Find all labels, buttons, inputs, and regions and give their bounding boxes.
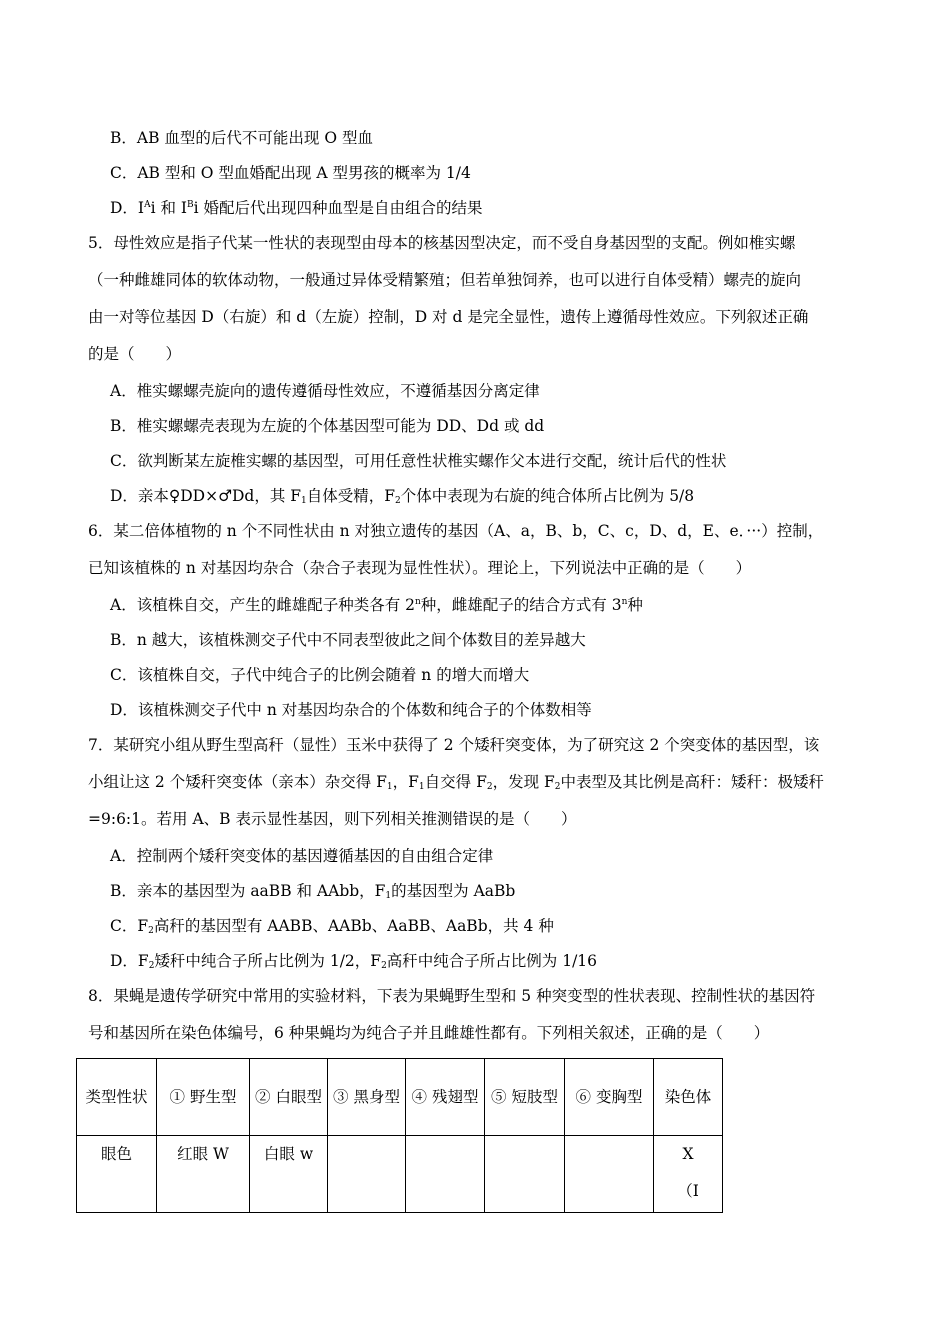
fruit-fly-table xyxy=(76,1058,723,1213)
q5-stem-line-2: （一种雌雄同体的软体动物，一般通过异体受精繁殖；但若单独饲养，也可以进行自体受精）螺壳的旋向 xyxy=(88,271,802,289)
header-white-eye: ② 白眼型 xyxy=(250,1059,328,1136)
q7-stem-line-1: 7．某研究小组从野生型高秆（显性）玉米中获得了 2 个矮秆突变体，为了研究这 2 个突变体的基因型，该 xyxy=(88,736,820,754)
q6-option-b: B．n 越大，该植株测交子代中不同表型彼此之间个体数目的差异越大 xyxy=(110,631,586,649)
table-header-row xyxy=(77,1059,723,1136)
q5-stem-line-4: 的是（ ） xyxy=(88,345,182,363)
chrom-line-1: X xyxy=(682,1145,694,1163)
cell-wild: 红眼 W xyxy=(157,1136,250,1213)
q4-option-c: C．AB 型和 O 型血婚配出现 A 型男孩的概率为 1/4 xyxy=(110,164,471,182)
q7-option-b: B．亲本的基因型为 aaBB 和 AAbb，$F_1$的基因型为 AaBb xyxy=(110,882,516,901)
cell-trait: 眼色 xyxy=(77,1136,157,1213)
table-row xyxy=(77,1136,723,1213)
header-wild-type: ① 野生型 xyxy=(157,1059,250,1136)
cell-white: 白眼 w xyxy=(250,1136,328,1213)
q4-option-b: B．AB 血型的后代不可能出现 O 型血 xyxy=(110,129,373,147)
cell-black xyxy=(328,1136,406,1213)
q5-option-c: C．欲判断某左旋椎实螺的基因型，可用任意性状椎实螺作父本进行交配，统计后代的性状 xyxy=(110,452,727,470)
cell-short xyxy=(485,1136,565,1213)
q7-option-d: D．$F_2$矮秆中纯合子所占比例为 1/2，$F_2$高秆中纯合子所占比例为 1/16 xyxy=(110,952,598,971)
q7-option-c: C．$F_2$高秆的基因型有 AABB、AABb、AaBB、AaBb，共 4 种 xyxy=(110,917,554,936)
q6-option-c: C．该植株自交，子代中纯合子的比例会随着 n 的增大而增大 xyxy=(110,666,530,684)
q7-option-a: A．控制两个矮秆突变体的基因遵循基因的自由组合定律 xyxy=(110,847,494,865)
q5-option-b: B．椎实螺螺壳表现为左旋的个体基因型可能为 DD、Dd 或 dd xyxy=(110,417,545,435)
q5-stem-line-3: 由一对等位基因 D（右旋）和 d（左旋）控制，D 对 d 是完全显性，遗传上遵循母性效应。下列叙述正确 xyxy=(88,308,809,326)
q8-stem-line-2: 号和基因所在染色体编号，6 种果蝇均为纯合子并且雌雄性都有。下列相关叙述，正确的是（ ） xyxy=(88,1024,770,1042)
q6-option-d: D．该植株测交子代中 n 对基因均杂合的个体数和纯合子的个体数相等 xyxy=(110,701,592,719)
q4-option-d: D．$I^Ai$ 和 $I^Bi$ 婚配后代出现四种血型是自由组合的结果 xyxy=(110,199,483,217)
q7-stem-line-2: 小组让这 2 个矮秆突变体（亲本）杂交得 $F_1$，$F_1$自交得 $F_2$，发现 $F_2$中表型及其比例是高秆：矮秆：极矮秆 xyxy=(88,773,824,792)
q6-option-a: A．该植株自交，产生的雌雄配子种类各有 2$^n$种，雌雄配子的结合方式有 3$^n$种 xyxy=(110,596,643,614)
q7-stem-line-3: =9:6:1。若用 A、B 表示显性基因，则下列相关推测错误的是（ ） xyxy=(88,810,577,828)
q5-option-a: A．椎实螺螺壳旋向的遗传遵循母性效应，不遵循基因分离定律 xyxy=(110,382,540,400)
q6-stem-line-2: 已知该植株的 n 对基因均杂合（杂合子表现为显性性状）。理论上，下列说法中正确的是（ ） xyxy=(88,559,752,577)
header-chromosome: 染色体 xyxy=(654,1059,723,1136)
cell-chromosome xyxy=(654,1136,723,1213)
header-vestigial-wing: ④ 残翅型 xyxy=(406,1059,485,1136)
header-bent-thorax: ⑥ 变胸型 xyxy=(565,1059,654,1136)
cell-vestigial xyxy=(406,1136,485,1213)
header-black-body: ③ 黑身型 xyxy=(328,1059,406,1136)
q5-option-d: D．亲本♀DD×♂Dd，其 $F_1$自体受精，$F_2$个体中表现为右旋的纯合体所占比例为 5/8 xyxy=(110,487,695,506)
q6-stem-line-1: 6．某二倍体植物的 n 个不同性状由 n 对独立遗传的基因（A、a，B、b，C、c，D、d，E、e．···）控制， xyxy=(88,522,824,540)
q8-stem-line-1: 8．果蝇是遗传学研究中常用的实验材料，下表为果蝇野生型和 5 种突变型的性状表现、控制性状的基因符 xyxy=(88,987,816,1005)
q5-stem-line-1: 5．母性效应是指子代某一性状的表现型由母本的核基因型决定，而不受自身基因型的支配。例如椎实螺 xyxy=(88,234,796,252)
chrom-line-2: （Ⅰ xyxy=(677,1182,699,1200)
cell-thorax xyxy=(565,1136,654,1213)
header-trait-type: 类型性状 xyxy=(77,1059,157,1136)
header-short-limb: ⑤ 短肢型 xyxy=(485,1059,565,1136)
